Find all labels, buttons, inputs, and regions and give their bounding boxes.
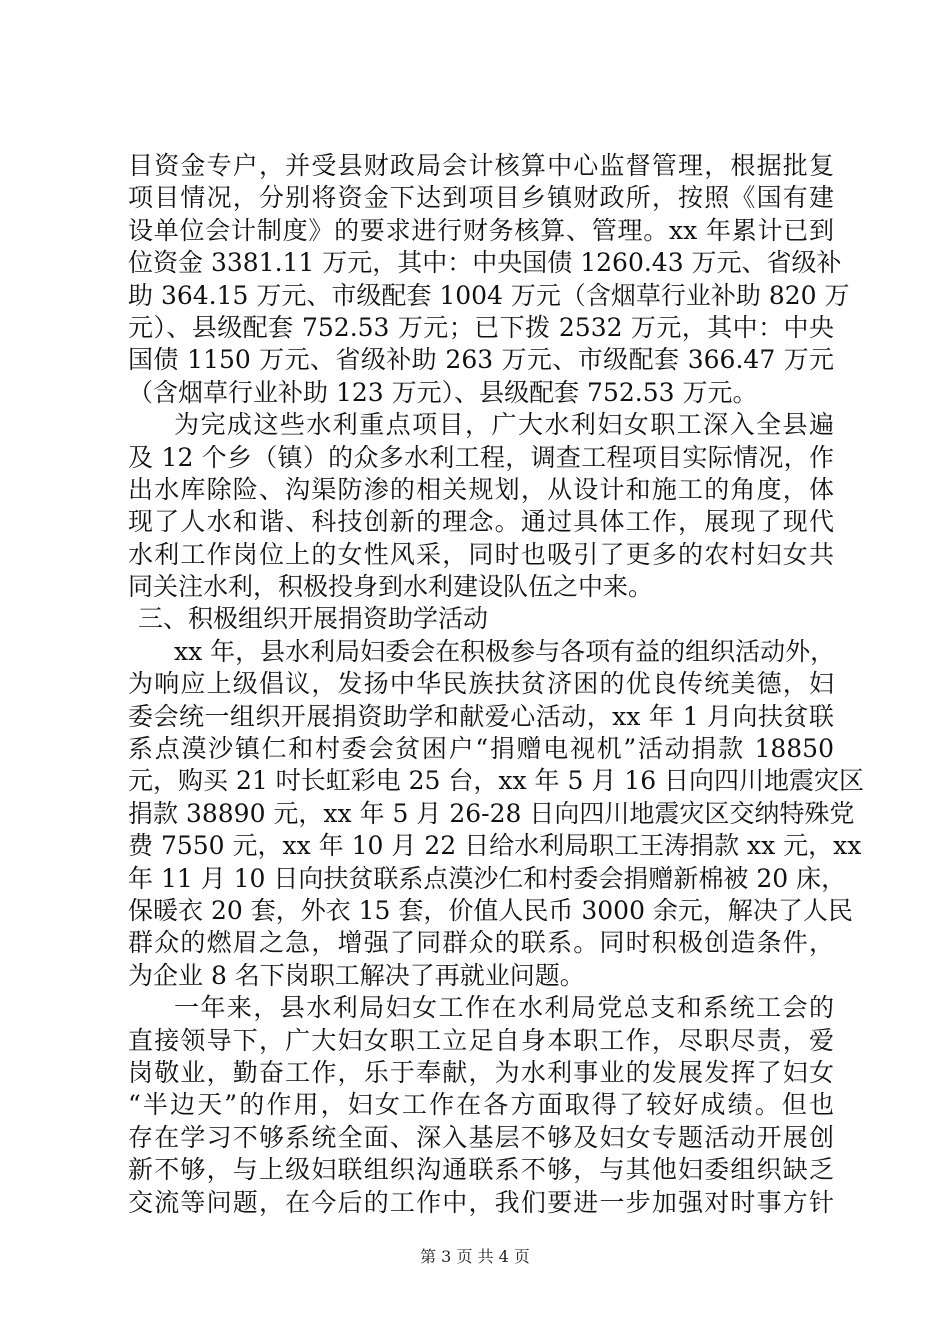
- text-line: 为响应上级倡议，发扬中华民族扶贫济困的优良传统美德，妇: [128, 669, 834, 699]
- page-number-footer: 第 3 页 共 4 页: [420, 1247, 530, 1266]
- text-line: 群众的燃眉之急，增强了同群众的联系。同时积极创造条件，: [128, 928, 834, 958]
- text-line: 水利工作岗位上的女性风采，同时也吸引了更多的农村妇女共: [128, 539, 834, 569]
- text-line: 出水库除险、沟渠防渗的相关规划，从设计和施工的角度，体: [128, 474, 834, 504]
- text-line: 为企业 8 名下岗职工解决了再就业问题。: [128, 960, 585, 990]
- text-line: 委会统一组织开展捐资助学和献爱心活动，xx 年 1 月向扶贫联: [128, 701, 834, 731]
- paragraph-first-line: 为完成这些水利重点项目，广大水利妇女职工深入全县遍: [174, 410, 834, 440]
- text-line: 国债 1150 万元、省级补助 263 万元、市级配套 366.47 万元: [128, 345, 834, 375]
- text-line: 岗敬业，勤奋工作，乐于奉献，为水利事业的发展发挥了妇女: [128, 1057, 834, 1087]
- text-line: 交流等问题，在今后的工作中，我们要进一步加强对时事方针: [128, 1187, 834, 1217]
- text-line: 现了人水和谐、科技创新的理念。通过具体工作，展现了现代: [128, 507, 834, 537]
- text-line: “半边天”的作用，妇女工作在各方面取得了较好成绩。但也: [128, 1090, 834, 1120]
- text-line: 新不够，与上级妇联组织沟通联系不够，与其他妇委组织缺乏: [128, 1155, 834, 1185]
- text-line: 位资金 3381.11 万元，其中：中央国债 1260.43 万元、省级补: [128, 248, 842, 278]
- text-line: 年 11 月 10 日向扶贫联系点漠沙仁和村委会捐赠新棉被 20 床，: [128, 863, 847, 893]
- text-line: 设单位会计制度》的要求进行财务核算、管理。xx 年累计已到: [128, 215, 834, 245]
- text-line: 系点漠沙镇仁和村委会贫困户“捐赠电视机”活动捐款 18850: [128, 734, 834, 764]
- text-line: 存在学习不够系统全面、深入基层不够及妇女专题活动开展创: [128, 1122, 834, 1152]
- section-heading: 三、积极组织开展捐资助学活动: [138, 604, 489, 634]
- paragraph-first-line: 一年来，县水利局妇女工作在水利局党总支和系统工会的: [174, 993, 834, 1023]
- document-body: [128, 150, 865, 1219]
- paragraph-first-line: xx 年，县水利局妇委会在积极参与各项有益的组织活动外，: [174, 636, 836, 666]
- text-line: 目资金专户，并受县财政局会计核算中心监督管理，根据批复: [128, 151, 834, 180]
- text-line: 费 7550 元，xx 年 10 月 22 日给水利局职工王涛捐款 xx 元，xx: [128, 831, 862, 861]
- text-line: 同关注水利，积极投身到水利建设队伍之中来。: [128, 572, 654, 602]
- text-line: 保暖衣 20 套，外衣 15 套，价值人民币 3000 余元，解决了人民: [128, 895, 853, 925]
- text-line: 元，购买 21 吋长虹彩电 25 台，xx 年 5 月 16 日向四川地震灾区: [128, 766, 865, 796]
- text-line: （含烟草行业补助 123 万元）、县级配套 752.53 万元。: [128, 377, 758, 407]
- text-line: 助 364.15 万元、市级配套 1004 万元（含烟草行业补助 820 万: [128, 280, 850, 310]
- text-line: 及 12 个乡（镇）的众多水利工程，调查工程项目实际情况，作: [128, 442, 834, 472]
- text-line: 直接领导下，广大妇女职工立足自身本职工作，尽职尽责，爱: [128, 1025, 834, 1055]
- text-line: 项目情况，分别将资金下达到项目乡镇财政所，按照《国有建: [128, 183, 834, 213]
- text-line: 捐款 38890 元，xx 年 5 月 26-28 日向四川地震灾区交纳特殊党: [128, 798, 855, 828]
- text-line: 元）、县级配套 752.53 万元；已下拨 2532 万元，其中：中央: [128, 312, 834, 342]
